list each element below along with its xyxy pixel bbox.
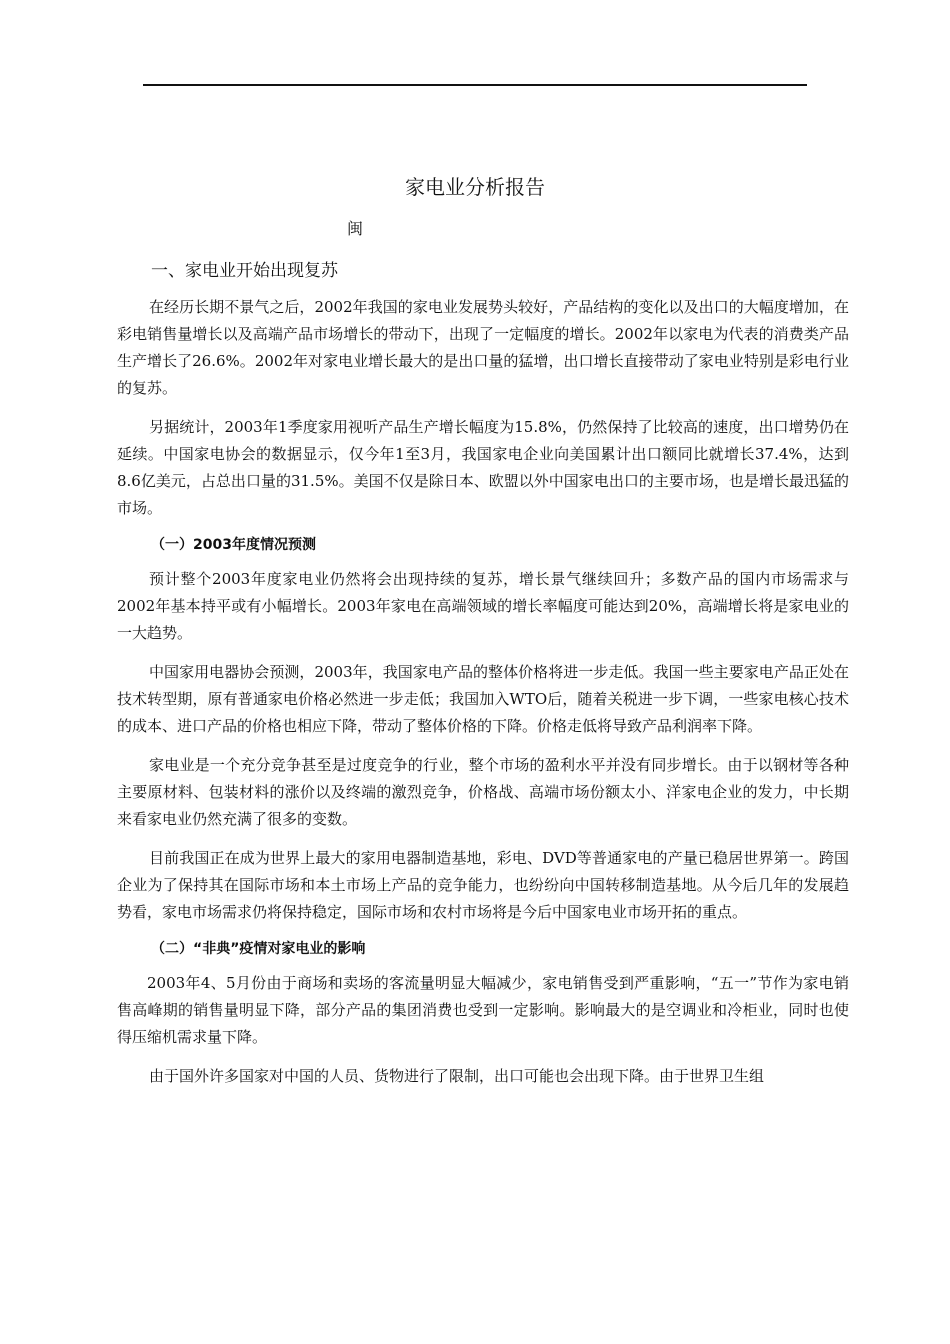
paragraph: 在经历长期不景气之后，2002年我国的家电业发展势头较好，产品结构的变化以及出口的大幅度增加，在彩电销售量增长以及高端产品市场增长的带动下，出现了一定幅度的增长。2002年以家电为代表的消费类产品生产增长了26.6%。2002年对家电业增长最大的是出口量的猛增，出口增长直接带动了家电业特别是彩电行业的复苏。 — [117, 298, 849, 397]
paragraph: 中国家用电器协会预测，2003年，我国家电产品的整体价格将进一步走低。我国一些主要家电产品正处在技术转型期，原有普通家电价格必然进一步走低；我国加入WTO后，随着关税进一步下调，一些家电核心技术的成本、进口产品的价格也相应下降，带动了整体价格的下降。价格走低将导致产品利润率下降。 — [117, 663, 849, 735]
subsection-heading-2: （二）“非典”疫情对家电业的影响 — [151, 941, 366, 957]
paragraph: 家电业是一个充分竞争甚至是过度竞争的行业，整个市场的盈利水平并没有同步增长。由于以钢材等各种主要原材料、包装材料的涨价以及终端的激烈竞争，价格战、高端市场份额太小、洋家电企业的发力，中长期来看家电业仍然充满了很多的变数。 — [117, 756, 849, 828]
document-body — [117, 258, 849, 1102]
paragraph: 由于国外许多国家对中国的人员、货物进行了限制，出口可能也会出现下降。由于世界卫生组 — [149, 1067, 765, 1085]
subsection-heading-1: （一）2003年度情况预测 — [151, 537, 316, 553]
paragraph: 目前我国正在成为世界上最大的家用电器制造基地，彩电、DVD等普通家电的产量已稳居世界第一。跨国企业为了保持其在国际市场和本土市场上产品的竞争能力，也纷纷向中国转移制造基地。从今后几年的发展趋势看，家电市场需求仍将保持稳定，国际市场和农村市场将是今后中国家电业市场开拓的重点。 — [117, 849, 849, 921]
paragraph: 另据统计，2003年1季度家用视听产品生产增长幅度为15.8%，仍然保持了比较高的速度，出口增势仍在延续。中国家电协会的数据显示，仅今年1至3月，我国家电企业向美国累计出口额同比就增长37.4%，达到8.6亿美元，占总出口量的31.5%。美国不仅是除日本、欧盟以外中国家电出口的主要市场，也是增长最迅猛的市场。 — [117, 418, 849, 517]
header-rule — [143, 84, 807, 86]
document-author: 闽 — [347, 219, 364, 238]
document-title: 家电业分析报告 — [405, 175, 545, 199]
paragraph: 预计整个2003年度家电业仍然将会出现持续的复苏，增长景气继续回升；多数产品的国内市场需求与2002年基本持平或有小幅增长。2003年家电在高端领域的增长率幅度可能达到20%，高端增长将是家电业的一大趋势。 — [117, 570, 849, 642]
paragraph: 2003年4、5月份由于商场和卖场的客流量明显大幅减少，家电销售受到严重影响，“五一”节作为家电销售高峰期的销售量明显下降，部分产品的集团消费也受到一定影响。影响最大的是空调业和冷柜业，同时也使得压缩机需求量下降。 — [117, 974, 849, 1046]
section-heading-1: 一、家电业开始出现复苏 — [151, 261, 338, 281]
